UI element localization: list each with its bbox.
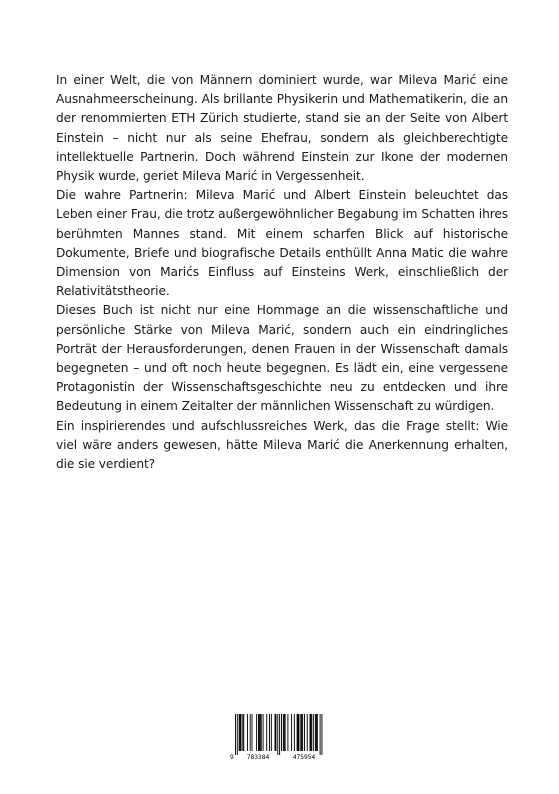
- barcode-bar: [291, 714, 292, 751]
- barcode-bar: [258, 714, 259, 751]
- paragraph-closing-question: Ein inspirierendes und aufschlussreiches Werk, das die Frage stellt: Wie viel wäre anders gewesen, hätte Mileva Marić die Anerkennung erhalten, die sie verdient?: [56, 418, 508, 472]
- barcode-digit-prefix: 9: [230, 754, 234, 761]
- barcode-bar: [298, 714, 299, 751]
- barcode-bar: [277, 714, 278, 755]
- paragraph-intro: In einer Welt, die von Männern dominiert wurde, war Mileva Marić eine Ausnahmeerscheinung. Als brillante Physikerin und Mathematikerin, die an der renommierten ETH Zürich studierte, stand sie an der Seite von Albert Einstein – nicht nur als seine Ehefrau, sondern als gleichberechtigte intellektuelle Partnerin. Doch während Einstein zur Ikone der modernen Physik wurde, geriet Mileva Marić in Vergessenheit.: [56, 73, 508, 184]
- barcode-digits-right: 475954: [292, 754, 316, 761]
- barcode-bar: [317, 714, 318, 751]
- paragraph-book-description: Die wahre Partnerin: Mileva Marić und Albert Einstein beleuchtet das Leben einer Frau, die trotz außergewöhnlicher Begabung im Schatten ihres berühmten Mannes stand. Mit einem scharfen Blick auf historische Dokumente, Briefe und biografische Details enthüllt Anna Matic die wahre Dimension von Marićs Einfluss auf Einsteins Werk, einschließlich der Relativitätstheorie.: [56, 188, 508, 299]
- barcode-bar: [243, 714, 244, 751]
- barcode-bar: [263, 714, 264, 751]
- barcode-bar: [310, 714, 311, 751]
- barcode-bar: [242, 714, 243, 751]
- barcode-bar: [261, 714, 262, 751]
- barcode-bar: [300, 714, 301, 751]
- barcode-bar: [279, 714, 280, 755]
- barcode-bar: [320, 714, 321, 755]
- barcode-bars: [235, 714, 322, 755]
- barcode-bar: [313, 714, 314, 751]
- back-cover-text: [56, 71, 508, 474]
- barcode-bar: [256, 714, 257, 751]
- barcode-bar: [315, 714, 316, 751]
- barcode-bar: [250, 714, 251, 751]
- barcode-bar: [260, 714, 261, 751]
- barcode-bar: [235, 714, 236, 755]
- barcode-bar: [287, 714, 288, 751]
- barcode-bar: [275, 714, 276, 751]
- barcode-bar: [252, 714, 253, 751]
- barcode-bar: [307, 714, 308, 751]
- isbn-barcode: [229, 713, 330, 761]
- barcode-bar: [237, 714, 238, 755]
- barcode-bar: [266, 714, 267, 751]
- barcode-bar: [275, 714, 276, 751]
- barcode-bar: [316, 714, 317, 751]
- barcode-bar: [284, 714, 285, 751]
- barcode-bar: [302, 714, 303, 751]
- barcode-bar: [321, 714, 322, 755]
- barcode-bar: [310, 714, 311, 751]
- barcode-bar: [241, 714, 242, 751]
- barcode-bar: [269, 714, 270, 751]
- barcode-digits-left: 783384: [246, 754, 270, 761]
- barcode-bar: [294, 714, 295, 751]
- barcode-bar: [298, 714, 299, 751]
- barcode-bar: [297, 714, 298, 751]
- barcode-bar: [239, 714, 240, 751]
- barcode-bar: [281, 714, 282, 751]
- barcode-bar: [271, 714, 272, 751]
- barcode-bar: [259, 714, 260, 751]
- paragraph-hommage: Dieses Buch ist nicht nur eine Hommage an die wissenschaftliche und persönliche Stärke von Mileva Marić, sondern auch ein eindringliches Porträt der Herausforderungen, denen Frauen in der Wissenschaft damals begegneten – und oft noch heute begegnen. Es lädt ein, eine vergessene Protagonistin der Wissenschaftsgeschichte neu zu entdecken und ihre Bedeutung in einem Zeitalter der männlichen Wissenschaft zu würdigen.: [56, 303, 508, 414]
- barcode-bar: [301, 714, 302, 751]
- barcode-bar: [240, 714, 241, 751]
- barcode-bar: [283, 714, 284, 751]
- barcode-bar: [311, 714, 312, 751]
- barcode-bar: [304, 714, 305, 751]
- barcode-bar: [285, 714, 286, 751]
- barcode-bar: [247, 714, 248, 751]
